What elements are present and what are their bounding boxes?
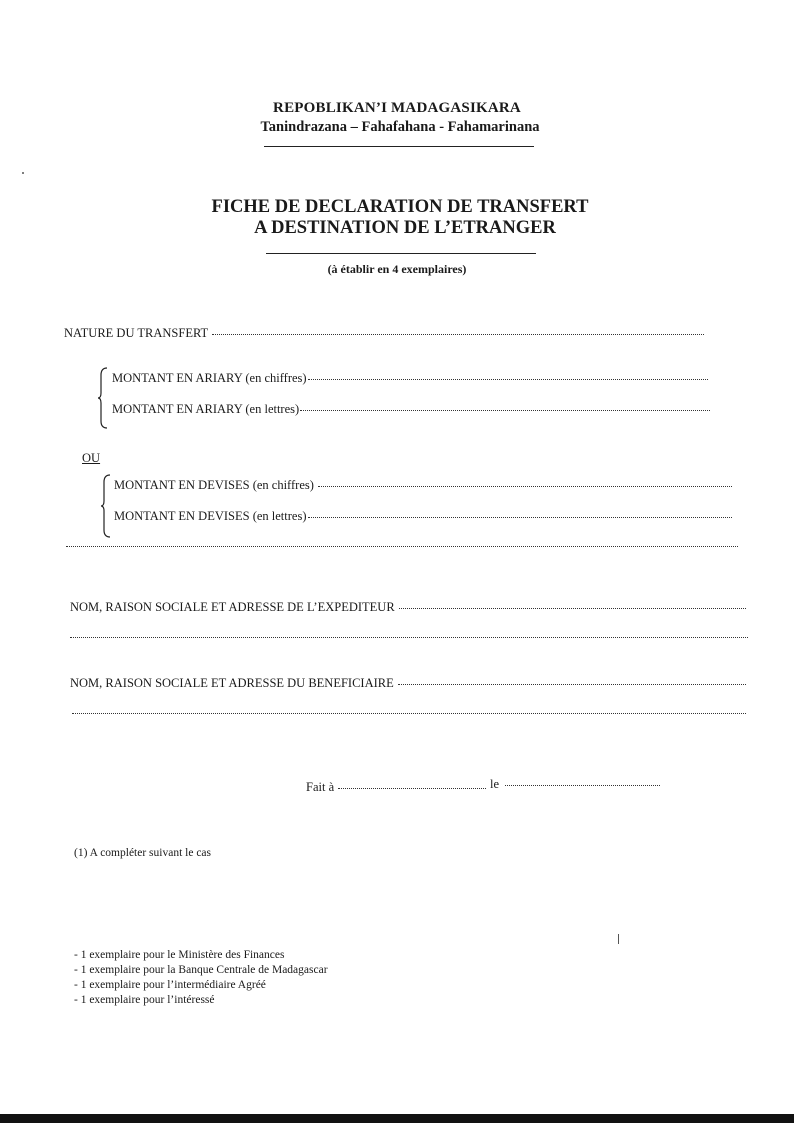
- ariary-figures-dotted-line[interactable]: [308, 379, 708, 380]
- copy-item: - 1 exemplaire pour la Banque Centrale de Madagascar: [74, 964, 328, 976]
- devises-figures-dotted-line[interactable]: [318, 486, 732, 487]
- footnote: (1) A compléter suivant le cas: [74, 847, 212, 859]
- beneficiary-extra-line[interactable]: [72, 713, 746, 714]
- beneficiary-field[interactable]: [70, 676, 746, 691]
- ariary-words-label: MONTANT EN ARIARY (en lettres): [112, 402, 300, 416]
- copy-item: - 1 exemplaire pour l’intermédiaire Agréé: [74, 979, 266, 991]
- date-label: le: [490, 777, 500, 791]
- scan-speck: [22, 172, 24, 174]
- devises-figures-label: MONTANT EN DEVISES (en chiffres): [114, 478, 314, 492]
- nature-field[interactable]: [64, 326, 704, 341]
- nature-dotted-line[interactable]: [212, 334, 704, 335]
- devises-words-field[interactable]: [114, 509, 732, 524]
- ariary-words-dotted-line[interactable]: [300, 410, 710, 411]
- form-title-line1: FICHE DE DECLARATION DE TRANSFERT: [211, 197, 589, 217]
- scan-speck: [618, 934, 619, 944]
- copy-item: - 1 exemplaire pour l’intéressé: [74, 994, 215, 1006]
- copies-list: [74, 948, 328, 1008]
- ariary-figures-field[interactable]: [112, 371, 708, 386]
- nature-label: NATURE DU TRANSFERT: [64, 326, 209, 340]
- national-motto: Tanindrazana – Fahafahana - Fahamarinana: [260, 119, 540, 135]
- devises-figures-field[interactable]: [114, 478, 732, 493]
- scan-bottom-edge: [0, 1114, 794, 1123]
- country-name: REPOBLIKAN’I MADAGASIKARA: [273, 100, 521, 116]
- sender-field[interactable]: [70, 600, 746, 615]
- beneficiary-dotted-line[interactable]: [398, 684, 746, 685]
- devises-words-label: MONTANT EN DEVISES (en lettres): [114, 509, 307, 523]
- place-dotted-line[interactable]: [338, 788, 486, 789]
- or-label: OU: [82, 451, 101, 465]
- ariary-figures-label: MONTANT EN ARIARY (en chiffres): [112, 371, 307, 385]
- date-field[interactable]: [490, 777, 660, 792]
- devises-brace: [101, 474, 111, 538]
- form-subtitle: (à établir en 4 exemplaires): [327, 262, 467, 276]
- title-divider: [266, 253, 536, 254]
- sender-dotted-line[interactable]: [399, 608, 746, 609]
- ariary-brace: [98, 367, 108, 429]
- date-dotted-line[interactable]: [505, 785, 660, 786]
- form-title-line2: A DESTINATION DE L’ETRANGER: [254, 218, 556, 238]
- header-divider: [264, 146, 534, 147]
- place-label: Fait à: [306, 780, 335, 794]
- extra-dotted-line[interactable]: [66, 546, 738, 547]
- ariary-words-field[interactable]: [112, 402, 710, 417]
- sender-extra-line[interactable]: [70, 637, 748, 638]
- place-field[interactable]: [306, 780, 486, 795]
- sender-label: NOM, RAISON SOCIALE ET ADRESSE DE L’EXPEDITEUR: [70, 600, 395, 614]
- devises-words-dotted-line[interactable]: [308, 517, 733, 518]
- copy-item: - 1 exemplaire pour le Ministère des Finances: [74, 949, 285, 961]
- beneficiary-label: NOM, RAISON SOCIALE ET ADRESSE DU BENEFICIAIRE: [70, 676, 394, 690]
